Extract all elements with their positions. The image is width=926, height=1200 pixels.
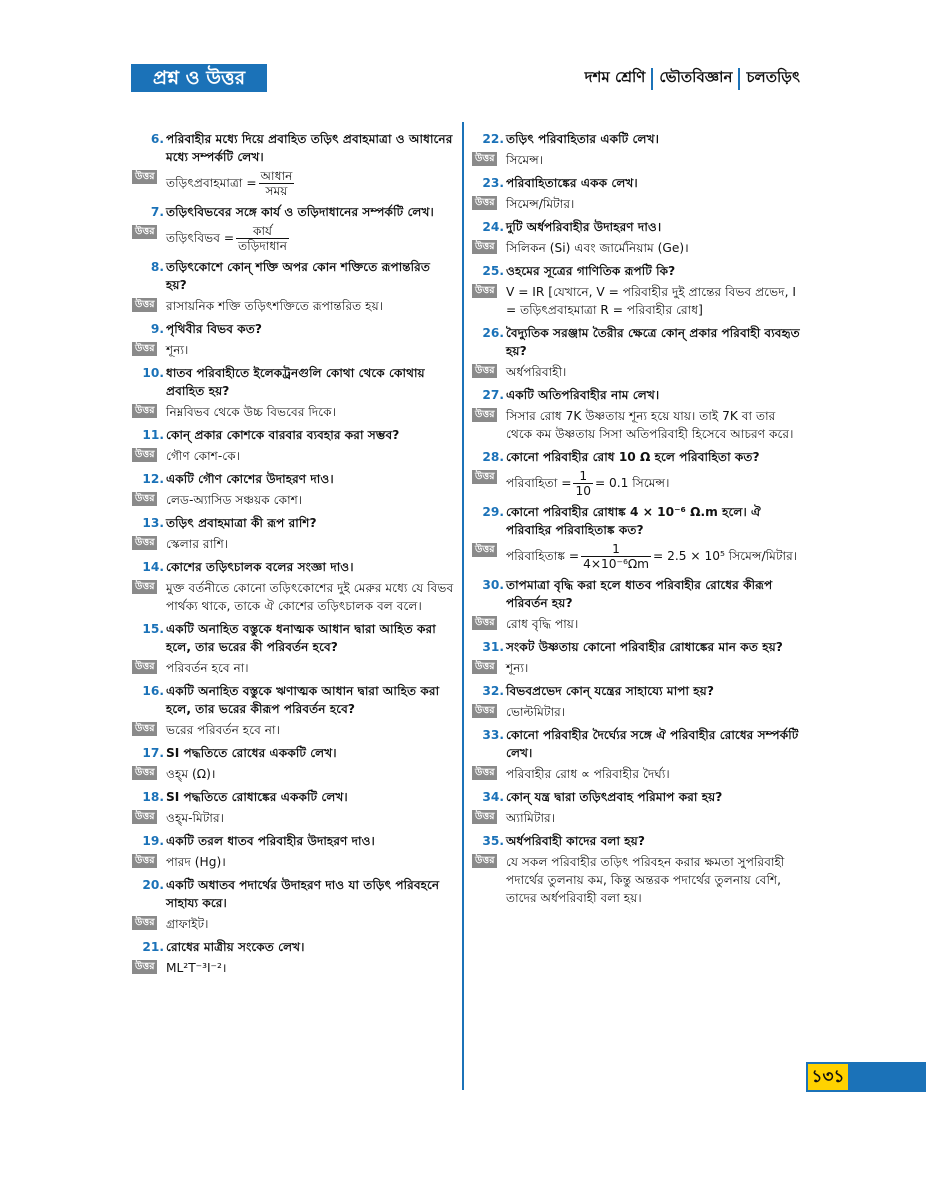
answer-text: মুক্ত বর্তনীতে কোনো তড়িৎকোশের দুই মেরুর মধ্যে যে বিভব পার্থক্য থাকে, তাকে ঐ কোশের তড়িৎচালক বল বলে। — [166, 581, 454, 613]
question-text: ধাতব পরিবাহীতে ইলেকট্রনগুলি কোথা থেকে কোথায় প্রবাহিত হয়? — [166, 366, 425, 398]
answer-tag: উত্তর — [132, 766, 157, 780]
answer-tag: উত্তর — [132, 722, 157, 736]
answer-text: গৌণ কোশ-কে। — [166, 449, 241, 463]
answer-tag: উত্তর — [132, 492, 157, 506]
answer-item — [132, 169, 454, 198]
question-item — [132, 682, 454, 718]
question-number: 7. — [150, 205, 164, 219]
question-number: 10. — [142, 366, 164, 380]
question-item — [132, 470, 454, 488]
question-item — [472, 503, 802, 539]
answer-tag: উত্তর — [472, 470, 497, 484]
fraction-numerator: 1 — [573, 469, 593, 484]
question-item — [132, 620, 454, 656]
answer-tag: উত্তর — [132, 854, 157, 868]
question-item — [132, 130, 454, 166]
answer-text: স্কেলার রাশি। — [166, 537, 229, 551]
answer-suffix: = 2.5 × 10⁵ সিমেন্স/মিটার। — [653, 549, 798, 563]
answer-text: অ্যামিটার। — [506, 811, 556, 825]
answer-text: ভোল্টমিটার। — [506, 705, 566, 719]
question-number: 15. — [142, 622, 164, 636]
answer-tag: উত্তর — [472, 543, 497, 557]
answer-tag: উত্তর — [472, 616, 497, 630]
fraction-denominator: সময় — [265, 184, 288, 198]
fraction-denominator: তড়িদাধান — [238, 239, 287, 253]
question-item — [132, 876, 454, 912]
question-item — [472, 788, 802, 806]
question-number: 33. — [482, 728, 504, 742]
answer-item — [132, 809, 454, 827]
question-text: ওহমের সূত্রের গাণিতিক রূপটি কি? — [506, 264, 676, 278]
answer-text: শূন্য। — [506, 661, 529, 675]
fraction-numerator: 1 — [581, 542, 651, 557]
question-number: 17. — [142, 746, 164, 760]
question-item — [132, 426, 454, 444]
header-separator — [738, 68, 740, 90]
answer-tag: উত্তর — [132, 536, 157, 550]
answer-item — [472, 195, 802, 213]
question-item — [472, 218, 802, 236]
answer-prefix: পরিবাহিতাঙ্ক = — [506, 549, 580, 563]
class-label: দশম শ্রেণি — [584, 68, 646, 86]
answer-item — [132, 853, 454, 871]
answer-item — [472, 407, 802, 443]
answer-text: রোধ বৃদ্ধি পায়। — [506, 617, 579, 631]
answer-item — [132, 403, 454, 421]
section-badge: প্রশ্ন ও উত্তর — [131, 64, 267, 92]
question-number: 34. — [482, 790, 504, 804]
question-number: 19. — [142, 834, 164, 848]
answer-tag: উত্তর — [132, 170, 157, 184]
question-text: কোশের তড়িৎচালক বলের সংজ্ঞা দাও। — [166, 560, 354, 574]
question-text: কোনো পরিবাহীর রোধাঙ্ক 4 × 10⁻⁶ Ω.m হলে। ঐ পরিবাহির পরিবাহিতাঙ্ক কত? — [506, 505, 761, 537]
question-number: 12. — [142, 472, 164, 486]
answer-item — [132, 765, 454, 783]
answer-item — [472, 809, 802, 827]
question-number: 31. — [482, 640, 504, 654]
question-number: 25. — [482, 264, 504, 278]
answer-tag: উত্তর — [132, 810, 157, 824]
answer-item — [472, 703, 802, 721]
answer-tag: উত্তর — [132, 298, 157, 312]
question-item — [472, 638, 802, 656]
question-number: 22. — [482, 132, 504, 146]
question-text: একটি অনাহিত বস্তুকে ঋণাত্মক আধান দ্বারা আহিত করা হলে, তার ভরের কীরূপ পরিবর্তন হবে? — [166, 684, 440, 716]
answer-item — [472, 542, 802, 571]
question-text: অর্ধপরিবাহী কাদের বলা হয়? — [506, 834, 645, 848]
question-number: 21. — [142, 940, 164, 954]
answer-tag: উত্তর — [132, 916, 157, 930]
answer-item — [132, 535, 454, 553]
question-item — [132, 320, 454, 338]
answer-item — [132, 959, 454, 977]
question-text: রোধের মাত্রীয় সংকেত লেখ। — [166, 940, 305, 954]
question-number: 16. — [142, 684, 164, 698]
question-text: তড়িৎকোশে কোন্‌ শক্তি অপর কোন শক্তিতে রূপান্তরিত হয়? — [166, 260, 430, 292]
question-item — [472, 174, 802, 192]
answer-text: অর্ধপরিবাহী। — [506, 365, 567, 379]
question-item — [132, 788, 454, 806]
question-item — [472, 386, 802, 404]
question-text: তড়িৎ পরিবাহিতার একটি লেখ। — [506, 132, 659, 146]
question-item — [472, 262, 802, 280]
question-item — [132, 364, 454, 400]
right-column — [472, 125, 802, 907]
answer-text: যে সকল পরিবাহীর তড়িৎ পরিবহন করার ক্ষমতা সুপরিবাহী পদার্থের তুলনায় কম, কিন্তু অন্তরক পদার্থের তুলনায় বেশি, তাদের অর্ধপরিবাহী বলা হয়। — [506, 855, 785, 905]
answer-tag: উত্তর — [132, 342, 157, 356]
question-item — [472, 726, 802, 762]
question-text: কোনো পরিবাহীর রোধ 10 Ω হলে পরিবাহিতা কত? — [506, 450, 760, 464]
answer-item — [472, 363, 802, 381]
question-text: একটি তরল ধাতব পরিবাহীর উদাহরণ দাও। — [166, 834, 375, 848]
fraction-denominator: 10 — [575, 484, 591, 498]
answer-fraction — [581, 542, 651, 571]
answer-prefix: পরিবাহিতা = — [506, 476, 572, 490]
answer-item — [132, 491, 454, 509]
fraction-numerator: আধান — [260, 169, 293, 183]
question-number: 30. — [482, 578, 504, 592]
answer-item — [472, 283, 802, 319]
answer-item — [132, 447, 454, 465]
question-number: 14. — [142, 560, 164, 574]
answer-tag: উত্তর — [472, 408, 497, 422]
question-item — [472, 576, 802, 612]
answer-text: রাসায়নিক শক্তি তড়িৎশক্তিতে রূপান্তরিত হয়। — [166, 299, 384, 313]
question-item — [132, 514, 454, 532]
answer-tag: উত্তর — [472, 660, 497, 674]
answer-tag: উত্তর — [472, 704, 497, 718]
question-text: পরিবাহিতাঙ্কের একক লেখ। — [506, 176, 638, 190]
question-text: SI পদ্ধতিতে রোধাঙ্কের এককটি লেখ। — [166, 790, 348, 804]
question-number: 23. — [482, 176, 504, 190]
answer-text: ওহ্‌ম (Ω)। — [166, 767, 216, 781]
question-item — [472, 130, 802, 148]
answer-item — [132, 579, 454, 615]
answer-text: সিমেন্স। — [506, 153, 544, 167]
header-breadcrumb — [585, 66, 800, 91]
question-text: তড়িৎ প্রবাহমাত্রা কী রূপ রাশি? — [166, 516, 317, 530]
answer-tag: উত্তর — [132, 404, 157, 418]
question-text: বৈদ্যুতিক সরঞ্জাম তৈরীর ক্ষেত্রে কোন্‌ প্রকার পরিবাহী ব্যবহৃত হয়? — [506, 326, 800, 358]
question-number: 9. — [150, 322, 164, 336]
question-text: SI পদ্ধতিতে রোধের এককটি লেখ। — [166, 746, 337, 760]
question-number: 35. — [482, 834, 504, 848]
answer-text: সিমেন্স/মিটার। — [506, 197, 575, 211]
answer-text: পরিবাহীর রোধ ∝ পরিবাহীর দৈর্ঘ্য। — [506, 767, 670, 781]
answer-prefix: তড়িৎবিভব = — [166, 231, 235, 245]
question-number: 28. — [482, 450, 504, 464]
question-text: কোনো পরিবাহীর দৈর্ঘ্যের সঙ্গে ঐ পরিবাহীর রোধের সম্পর্কটি লেখ। — [506, 728, 799, 760]
fraction-denominator: 4×10⁻⁶Ωm — [583, 557, 650, 571]
question-item — [472, 448, 802, 466]
question-item — [472, 832, 802, 850]
answer-fraction — [573, 469, 593, 498]
question-number: 11. — [142, 428, 164, 442]
fraction-numerator: কার্য — [236, 224, 289, 239]
answer-text: লেড-অ্যাসিড সঞ্চয়ক কোশ। — [166, 493, 303, 507]
answer-tag: উত্তর — [472, 810, 497, 824]
question-item — [472, 324, 802, 360]
answer-item — [472, 765, 802, 783]
question-text: একটি অনাহিত বস্তুকে ধনাত্মক আধান দ্বারা আহিত করা হলে, তার ভরের কী পরিবর্তন হবে? — [166, 622, 436, 654]
answer-item — [472, 853, 802, 907]
left-column — [132, 125, 454, 977]
question-item — [472, 682, 802, 700]
answer-prefix: তড়িৎপ্রবাহমাত্রা = — [166, 176, 257, 190]
question-number: 8. — [150, 260, 164, 274]
question-number: 24. — [482, 220, 504, 234]
question-text: সংকট উষ্ণতায় কোনো পরিবাহীর রোধাঙ্কের মান কত হয়? — [506, 640, 783, 654]
question-text: বিভবপ্রভেদ কোন্‌ যন্ত্রের সাহায্যে মাপা হয়? — [506, 684, 714, 698]
answer-text: গ্রাফাইট। — [166, 917, 209, 931]
answer-item — [132, 224, 454, 253]
question-number: 27. — [482, 388, 504, 402]
answer-suffix: = 0.1 সিমেন্স। — [594, 476, 670, 490]
question-number: 18. — [142, 790, 164, 804]
answer-tag: উত্তর — [132, 660, 157, 674]
question-number: 6. — [150, 132, 164, 146]
answer-item — [472, 469, 802, 498]
answer-tag: উত্তর — [132, 448, 157, 462]
question-text: একটি অধাতব পদার্থের উদাহরণ দাও যা তড়িৎ পরিবহনে সাহায্য করে। — [166, 878, 440, 910]
answer-text: V = IR [যেখানে, V = পরিবাহীর দুই প্রান্তের বিভব প্রভেদ, I = তড়িৎপ্রবাহমাত্রা R = পরিবাহীর রোধ] — [506, 285, 796, 317]
answer-text: ওহ্‌ম-মিটার। — [166, 811, 225, 825]
answer-tag: উত্তর — [472, 284, 497, 298]
question-number: 13. — [142, 516, 164, 530]
question-item — [132, 832, 454, 850]
answer-item — [472, 659, 802, 677]
page-number-bar — [850, 1062, 926, 1092]
question-number: 26. — [482, 326, 504, 340]
answer-text: শূন্য। — [166, 343, 189, 357]
question-text: কোন্‌ প্রকার কোশকে বারবার ব্যবহার করা সম্ভব? — [166, 428, 400, 442]
chapter-label: চলতড়িৎ — [746, 68, 800, 86]
question-text: পৃথিবীর বিভব কত? — [166, 322, 262, 336]
question-number: 20. — [142, 878, 164, 892]
answer-tag: উত্তর — [132, 580, 157, 594]
answer-tag: উত্তর — [472, 240, 497, 254]
answer-fraction — [259, 169, 295, 198]
question-item — [132, 558, 454, 576]
answer-item — [132, 659, 454, 677]
answer-item — [132, 915, 454, 933]
answer-item — [472, 615, 802, 633]
header-separator — [651, 68, 653, 90]
page-number: ১৩১ — [806, 1062, 850, 1092]
question-item — [132, 938, 454, 956]
question-text: পরিবাহীর মধ্যে দিয়ে প্রবাহিত তড়িৎ প্রবাহমাত্রা ও আধানের মধ্যে সম্পর্কটি লেখ। — [166, 132, 453, 164]
question-text: তাপমাত্রা বৃদ্ধি করা হলে ধাতব পরিবাহীর রোধের কীরূপ পরিবর্তন হয়? — [506, 578, 773, 610]
question-text: একটি অতিপরিবাহীর নাম লেখ। — [506, 388, 660, 402]
column-divider — [462, 122, 464, 1090]
answer-tag: উত্তর — [472, 766, 497, 780]
answer-tag: উত্তর — [472, 152, 497, 166]
question-item — [132, 203, 454, 221]
answer-tag: উত্তর — [132, 225, 157, 239]
question-number: 29. — [482, 505, 504, 519]
answer-text: পরিবর্তন হবে না। — [166, 661, 249, 675]
answer-text: ML²T⁻³I⁻²। — [166, 961, 227, 975]
answer-tag: উত্তর — [472, 854, 497, 868]
answer-item — [132, 297, 454, 315]
answer-tag: উত্তর — [472, 364, 497, 378]
answer-fraction — [236, 224, 289, 253]
answer-text: পারদ (Hg)। — [166, 855, 226, 869]
question-text: একটি গৌণ কোশের উদাহরণ দাও। — [166, 472, 334, 486]
answer-item — [132, 341, 454, 359]
answer-text: সিসার রোধ 7K উষ্ণতায় শূন্য হয়ে যায়। তাই 7K বা তার থেকে কম উষ্ণতায় সিসা অতিপরিবাহী হিসেবে আচরণ করে। — [506, 409, 794, 441]
answer-text: ভরের পরিবর্তন হবে না। — [166, 723, 280, 737]
question-item — [132, 258, 454, 294]
question-text: দুটি অর্ধপরিবাহীর উদাহরণ দাও। — [506, 220, 662, 234]
answer-item — [132, 721, 454, 739]
question-number: 32. — [482, 684, 504, 698]
answer-tag: উত্তর — [132, 960, 157, 974]
question-text: তড়িৎবিভবের সঙ্গে কার্য ও তড়িদাধানের সম্পর্কটি লেখ। — [166, 205, 434, 219]
question-item — [132, 744, 454, 762]
answer-tag: উত্তর — [472, 196, 497, 210]
answer-text: সিলিকন (Si) এবং জার্মেনিয়াম (Ge)। — [506, 241, 689, 255]
subject-label: ভৌতবিজ্ঞান — [659, 68, 733, 86]
answer-item — [472, 239, 802, 257]
question-text: কোন্‌ যন্ত্র দ্বারা তড়িৎপ্রবাহ পরিমাপ করা হয়? — [506, 790, 723, 804]
answer-text: নিম্নবিভব থেকে উচ্চ বিভবের দিকে। — [166, 405, 337, 419]
answer-item — [472, 151, 802, 169]
